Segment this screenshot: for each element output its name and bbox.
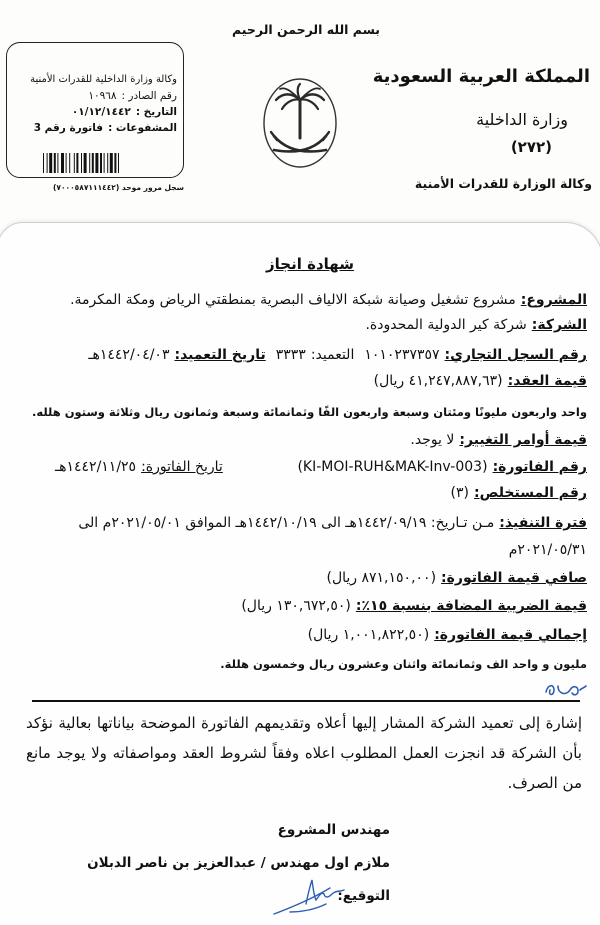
net-invoice-value: (٨٧١,١٥٠,٠٠ ريال): [326, 570, 437, 586]
invoice-number-label: رقم الفاتورة:: [492, 459, 587, 475]
barcode-bar: [43, 153, 44, 173]
commercial-register-label: رقم السجل التجاري:: [444, 347, 587, 363]
register-number: سجل مرور موحد (٧٠٠٠٥٨٧١١١٤٤٢): [52, 183, 184, 192]
barcode-bar: [114, 153, 116, 173]
extract-number-row: [8, 482, 587, 504]
barcode-bar: [104, 153, 105, 173]
change-orders-value: لا يوجد.: [410, 432, 455, 448]
commercial-register-value: ١٠١٠٢٣٧٣٥٧: [364, 347, 440, 363]
total-invoice-row: [8, 624, 587, 646]
barcode-bar: [57, 153, 58, 173]
net-invoice-row: [8, 567, 587, 589]
barcode-bar: [89, 153, 90, 173]
attachments-line: [11, 121, 177, 135]
barcode-bar: [84, 153, 87, 173]
sword-hilt: [323, 132, 329, 140]
contract-value-row: [8, 370, 587, 392]
certificate-title: شهادة انجاز: [266, 255, 354, 273]
change-orders-label: قيمة أوامر التغيير:: [459, 432, 587, 448]
signature-label: التوقيع:: [337, 888, 390, 904]
section-divider: [32, 700, 580, 702]
contract-value-label: قيمة العقد:: [507, 373, 587, 389]
project-label: المشروع:: [520, 292, 587, 308]
company-value: شركة كير الدولية المحدودة.: [365, 317, 527, 333]
agency-name: وكالة الوزارة للقدرات الأمنية: [414, 176, 592, 191]
sword-hilt: [271, 132, 277, 140]
barcode-bar: [81, 153, 82, 173]
authorization-date-value: ١٤٤٢/٠٤/٠٣هـ: [88, 347, 170, 363]
barcode-bar: [61, 153, 64, 173]
ministry-code: (٢٧٢): [510, 138, 552, 156]
handwritten-initials: [540, 676, 590, 702]
attachments-label: المشفوعات :: [108, 122, 177, 134]
barcode-bar: [66, 153, 67, 173]
company-row: [8, 314, 587, 336]
extract-number-label: رقم المستخلص:: [474, 485, 587, 501]
vat-value: (١٣٠,٦٧٢,٥٠ ريال): [241, 598, 351, 614]
palm-tree: [276, 84, 324, 138]
register-authorization-row: [8, 344, 587, 366]
project-value: مشروع تشغيل وصيانة شبكة الالياف البصرية بمنطقتي الرياض ومكة المكرمة.: [70, 292, 516, 308]
stamp-date-value: ٠١/١٢/١٤٤٢: [71, 106, 131, 118]
confirmation-paragraph: إشارة إلى تعميد الشركة المشار إليها أعلاه وتقديمهم الفاتورة الموضحة بياناتها بعالية نؤكد بأن الشركة قد انجزت العمل المطلوب اعلاه وفقاً لشروط العقد ومواصفاته ولا يوجد مانع من الصرف.: [26, 714, 582, 792]
barcode-bar: [95, 153, 98, 173]
barcode-bar: [69, 153, 70, 173]
barcode-bar: [107, 153, 108, 173]
execution-period-row: [8, 510, 587, 564]
contract-value-in-words: واحد واربعون مليونًا ومئتان وسبعة واربعون الفًا وثمانمائة وسبعة وثمانون ريال وثلاثة وستون هلله.: [32, 405, 587, 419]
barcode: [43, 153, 179, 173]
initials-stroke: [546, 686, 586, 695]
palm-frond: [282, 99, 300, 109]
barcode-bar: [110, 153, 113, 173]
total-invoice-in-words: مليون و واحد الف وثمانمائة واثنان وعشرون ريال وخمسون هللة.: [220, 657, 587, 671]
barcode-bar: [54, 153, 56, 173]
outgoing-number-value: ١٠٩٦٨: [88, 90, 117, 102]
net-invoice-label: صافي قيمة الفاتورة:: [441, 570, 587, 586]
stamp-date-label: التاريخ :: [135, 106, 177, 118]
ministry-name: وزارة الداخلية: [476, 110, 568, 129]
signatory-name: ملازم اول مهندس / عبدالعزيز بن ناصر الدبلان: [87, 855, 390, 871]
invoice-row: [55, 456, 587, 478]
barcode-bar: [92, 153, 94, 173]
barcode-bar: [100, 153, 102, 173]
company-label: الشركة:: [531, 317, 587, 333]
stamp-date-line: [11, 105, 177, 119]
kingdom-name: المملكة العربية السعودية: [372, 66, 590, 87]
barcode-bar: [74, 153, 75, 173]
basmala: بسم الله الرحمن الرحيم: [232, 22, 380, 37]
palm-frond: [300, 99, 318, 109]
execution-period-label: فترة التنفيذ:: [499, 515, 587, 531]
invoice-date-value: ١٤٤٢/١١/٢٥هـ: [55, 459, 137, 475]
authorization-label: التعميد:: [310, 347, 355, 363]
outgoing-number-label: رقم الصادر :: [121, 90, 177, 102]
authorization-value: ٣٣٣٣: [275, 347, 306, 363]
attachments-value: فاتورة رقم 3: [33, 122, 104, 134]
vat-label: قيمة الضريبة المضافة بنسبة ١٥٪:: [355, 598, 587, 614]
invoice-date-field: [55, 456, 223, 478]
signatory-role: مهندس المشروع: [277, 822, 390, 838]
outgoing-number-line: [11, 89, 177, 103]
stamp-agency: وكالة وزارة الداخلية للقدرات الأمنية: [30, 74, 177, 85]
saudi-emblem-icon: [260, 76, 340, 171]
total-invoice-value: (١,٠٠١,٨٢٢,٥٠ ريال): [307, 627, 430, 643]
authorization-date-label: تاريخ التعميد:: [174, 347, 266, 363]
handwritten-signature: [270, 874, 350, 920]
barcode-bar: [76, 153, 78, 173]
invoice-date-label: تاريخ الفاتورة:: [141, 459, 223, 475]
total-invoice-label: إجمالي قيمة الفاتورة:: [434, 627, 587, 643]
invoice-number-value: (KI-MOI-RUH&MAK-Inv-003): [297, 459, 488, 475]
vat-row: [8, 595, 587, 617]
barcode-bar: [49, 153, 52, 173]
barcode-bar: [118, 153, 119, 173]
change-orders-row: [8, 429, 587, 451]
contract-value: (٤١,٢٤٧,٨٨٧,٦٣ ريال): [373, 373, 503, 389]
barcode-bar: [47, 153, 48, 173]
invoice-number-field: [297, 456, 587, 478]
extract-number-value: (٣): [450, 485, 470, 501]
signature-stroke: [274, 880, 344, 914]
registry-stamp: [6, 42, 184, 178]
project-row: [8, 289, 587, 311]
execution-period-value: مـن تـاريخ: ١٤٤٢/٠٩/١٩هـ الى ١٤٤٢/١٠/١٩هـ الموافق ٢٠٢١/٠٥/٠١م الى ٢٠٢١/٠٥/٣١م: [78, 515, 587, 558]
